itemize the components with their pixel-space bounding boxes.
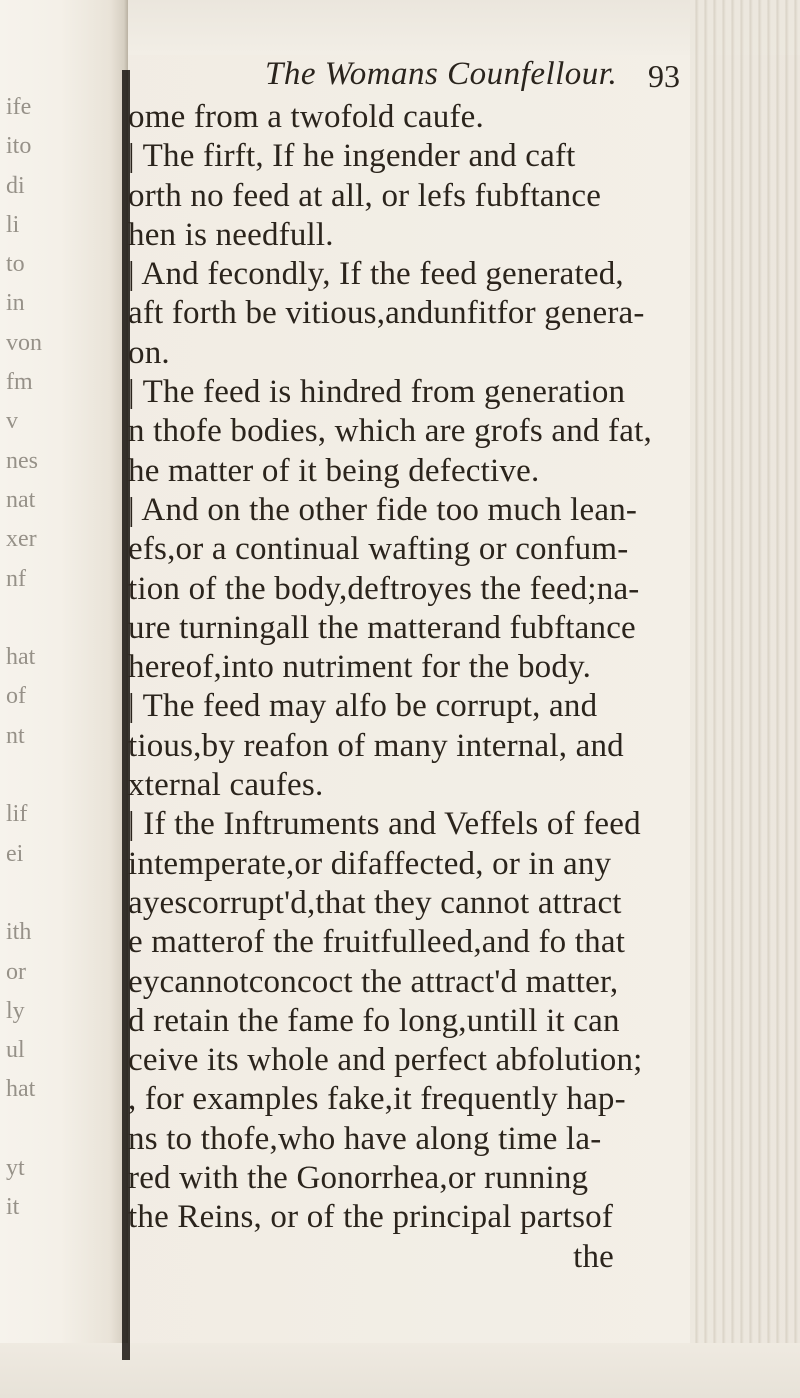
bleed-line: to	[6, 251, 25, 278]
page-header	[150, 56, 710, 96]
text-line: ns to thofe,who have along time la-	[128, 1120, 602, 1157]
bleed-line: ito	[6, 133, 32, 160]
bleed-line: ul	[6, 1037, 25, 1064]
bleed-line: nf	[6, 565, 26, 592]
bleed-line: v	[6, 408, 18, 435]
text-line: ceive its whole and perfect abfolution;	[128, 1042, 643, 1079]
page-number: 93	[648, 58, 680, 94]
running-head: The Womans Counfellour.	[265, 56, 618, 92]
text-line: efs,or a continual wafting or confum-	[128, 531, 629, 568]
text-line: , for examples fake,it frequently hap-	[128, 1081, 626, 1118]
bleed-line: in	[6, 290, 25, 317]
bleed-line: hat	[6, 644, 36, 671]
bleed-line: ith	[6, 919, 32, 946]
bleed-line: ei	[6, 840, 24, 867]
text-line: e matterof the fruitfulleed,and fo that	[128, 924, 626, 961]
text-line: tion of the body,deftroyes the feed;na-	[128, 570, 640, 607]
text-line: on.	[128, 334, 170, 371]
bleed-line: it	[6, 1194, 20, 1221]
bleed-line: yt	[6, 1155, 25, 1182]
bleed-line: ife	[6, 94, 32, 120]
bleed-line: hat	[6, 1076, 36, 1103]
bleed-line	[6, 599, 126, 638]
text-line: hen is needfull.	[128, 216, 334, 253]
text-line: d retain the fame fo long,untill it can	[128, 1002, 620, 1039]
bleed-line: von	[6, 329, 42, 356]
catchword: the	[573, 1238, 614, 1275]
bleed-line: ly	[6, 997, 25, 1024]
text-line: | And on the other fide too much lean-	[128, 491, 638, 528]
body-text	[128, 98, 714, 1277]
facing-page-bleed	[6, 88, 126, 1228]
text-line: xternal caufes.	[128, 767, 324, 804]
text-line: | The feed may alfo be corrupt, and	[128, 688, 598, 725]
bleed-line: or	[6, 958, 26, 985]
text-line: n thofe bodies, which are grofs and fat,	[128, 413, 652, 450]
text-line: the Reins, or of the principal partsof	[128, 1199, 614, 1236]
bleed-line: of	[6, 683, 26, 710]
text-line: aft forth be vitious,andunfitfor genera-	[128, 295, 645, 332]
text-line: tious,by reafon of many internal, and	[128, 727, 624, 764]
bleed-line: xer	[6, 526, 37, 553]
text-line: orth no feed at all, or lefs fubftance	[128, 177, 602, 214]
text-line: | The feed is hindred from generation	[128, 374, 626, 411]
bleed-line: fm	[6, 369, 33, 396]
bleed-line	[6, 1110, 126, 1149]
text-line: eycannotconcoct the attract'd matter,	[128, 963, 619, 1000]
text-line: ome from a twofold caufe.	[128, 99, 484, 135]
bleed-line	[6, 874, 126, 913]
bleed-line: di	[6, 172, 25, 199]
bleed-line: lif	[6, 801, 28, 828]
text-line: red with the Gonorrhea,or running	[128, 1160, 589, 1197]
bleed-line: nat	[6, 486, 36, 513]
text-line: | And fecondly, If the feed generated,	[128, 256, 624, 293]
text-line: | The firft, If he ingender and caft	[128, 138, 576, 175]
bleed-line: nes	[6, 447, 38, 474]
text-line: ure turningall the matterand fubftance	[128, 609, 636, 646]
bleed-line	[6, 756, 126, 795]
text-line: he matter of it being defective.	[128, 452, 540, 489]
bottom-edge	[0, 1343, 800, 1398]
text-line: intemperate,or difaffected, or in any	[128, 845, 612, 882]
text-line: hereof,into nutriment for the body.	[128, 649, 592, 686]
bleed-line: nt	[6, 722, 25, 749]
text-line: ayescorrupt'd,that they cannot attract	[128, 884, 622, 921]
bleed-line: li	[6, 211, 20, 238]
text-line: | If the Inftruments and Veffels of feed	[128, 806, 641, 843]
